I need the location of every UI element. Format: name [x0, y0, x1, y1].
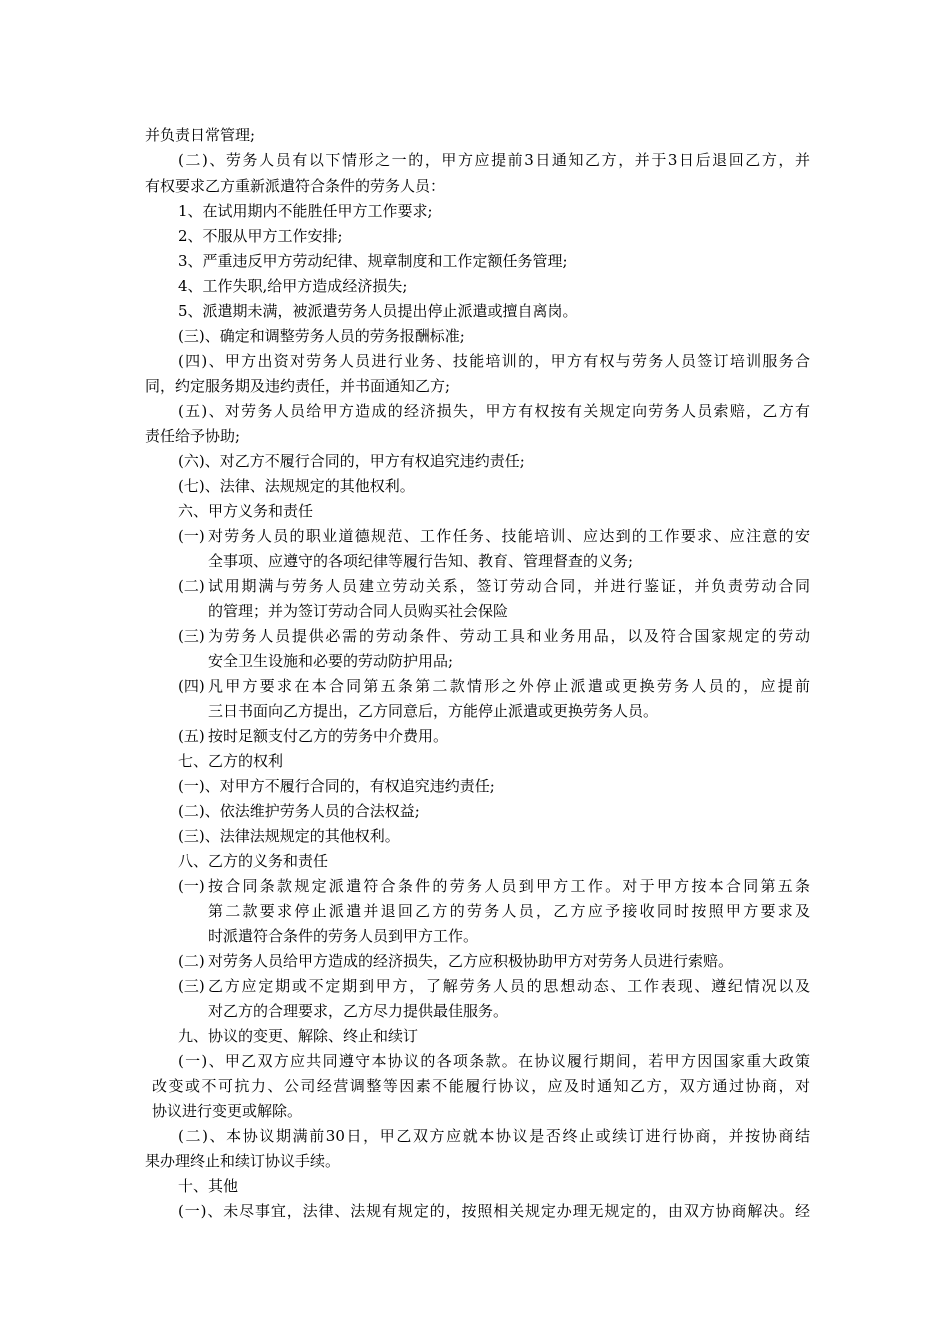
text-line: 责任给予协助;	[145, 427, 241, 445]
item-marker: (三)	[178, 627, 205, 645]
section-heading: 七、乙方的权利	[178, 752, 284, 770]
text-line: 改变或不可抗力、公司经营调整等因素不能履行协议，应及时通知乙方，双方通过协商，对	[152, 1077, 810, 1095]
text-line: 时派遣符合条件的劳务人员到甲方工作。	[208, 927, 479, 945]
item-marker: (一)	[178, 877, 205, 895]
text-line: 有权要求乙方重新派遣符合条件的劳务人员：	[145, 177, 446, 195]
text-line: 按合同条款规定派遣符合条件的劳务人员到甲方工作。对于甲方按本合同第五条	[208, 877, 810, 895]
text-line: (四)、甲方出资对劳务人员进行业务、技能培训的，甲方有权与劳务人员签订培训服务合	[178, 352, 810, 370]
item-marker: (一)	[178, 527, 205, 545]
section-heading: 九、协议的变更、解除、终止和续订	[178, 1027, 419, 1045]
text-line: 乙方应定期或不定期到甲方，了解劳务人员的思想动态、工作表现、遵纪情况以及	[208, 977, 810, 995]
text-line: (七)、法律、法规规定的其他权利。	[178, 477, 415, 495]
item-marker: (五)	[178, 727, 205, 745]
section-heading: 六、甲方义务和责任	[178, 502, 314, 520]
text-line: (三)、法律法规规定的其他权利。	[178, 827, 400, 845]
text-line: 1、在试用期内不能胜任甲方工作要求;	[178, 202, 433, 220]
text-line: (一)、甲乙双方应共同遵守本协议的各项条款。在协议履行期间，若甲方因国家重大政策	[178, 1052, 810, 1070]
text-line: (六)、对乙方不履行合同的，甲方有权追究违约责任;	[178, 452, 525, 470]
text-line: 全事项、应遵守的各项纪律等履行告知、教育、管理督查的义务;	[208, 552, 634, 570]
text-line: (二)、依法维护劳务人员的合法权益;	[178, 802, 420, 820]
text-line: 的管理；并为签订劳动合同人员购买社会保险	[208, 602, 509, 620]
item-marker: (二)	[178, 952, 205, 970]
text-line: 4、工作失职,给甲方造成经济损失;	[178, 277, 408, 295]
text-line: 对劳务人员的职业道德规范、工作任务、技能培训、应达到的工作要求、应注意的安	[208, 527, 810, 545]
text-line: 三日书面向乙方提出，乙方同意后，方能停止派遣或更换劳务人员。	[208, 702, 659, 720]
text-line: 试用期满与劳务人员建立劳动关系，签订劳动合同，并进行鉴证，并负责劳动合同	[208, 577, 810, 595]
text-line: 凡甲方要求在本合同第五条第二款情形之外停止派遣或更换劳务人员的，应提前	[208, 677, 810, 695]
section-heading: 十、其他	[178, 1177, 239, 1195]
text-line: 同，约定服务期及违约责任，并书面通知乙方;	[145, 377, 451, 395]
text-line: (五)、对劳务人员给甲方造成的经济损失，甲方有权按有关规定向劳务人员索赔，乙方有	[178, 402, 810, 420]
text-line: 并负责日常管理;	[145, 126, 256, 144]
text-line: 果办理终止和续订协议手续。	[145, 1152, 341, 1170]
text-line: 2、不服从甲方工作安排;	[178, 227, 343, 245]
text-line: (一)、对甲方不履行合同的，有权追究违约责任;	[178, 777, 495, 795]
item-marker: (二)	[178, 577, 205, 595]
text-line: 第二款要求停止派遣并退回乙方的劳务人员，乙方应予接收同时按照甲方要求及	[208, 902, 810, 920]
text-line: 安全卫生设施和必要的劳动防护用品;	[208, 652, 454, 670]
text-line: 协议进行变更或解除。	[152, 1102, 303, 1120]
text-line: 3、严重违反甲方劳动纪律、规章制度和工作定额任务管理;	[178, 252, 568, 270]
text-line: 5、派遣期未满，被派遣劳务人员提出停止派遣或擅自离岗。	[178, 302, 578, 320]
text-line: (二)、本协议期满前30日，甲乙双方应就本协议是否终止或续订进行协商，并按协商结	[178, 1127, 810, 1145]
section-heading: 八、乙方的义务和责任	[178, 852, 329, 870]
text-line: (三)、确定和调整劳务人员的劳务报酬标准;	[178, 327, 465, 345]
text-line: 对劳务人员给甲方造成的经济损失，乙方应积极协助甲方对劳务人员进行索赔。	[208, 952, 734, 970]
text-line: (二)、劳务人员有以下情形之一的，甲方应提前3日通知乙方，并于3日后退回乙方，并	[178, 151, 810, 169]
text-line: 对乙方的合理要求，乙方尽力提供最佳服务。	[208, 1002, 509, 1020]
item-marker: (三)	[178, 977, 205, 995]
item-marker: (四)	[178, 677, 205, 695]
text-line: 按时足额支付乙方的劳务中介费用。	[208, 727, 449, 745]
text-line: 为劳务人员提供必需的劳动条件、劳动工具和业务用品，以及符合国家规定的劳动	[208, 627, 810, 645]
text-line: (一)、未尽事宜，法律、法规有规定的，按照相关规定办理无规定的，由双方协商解决。经	[178, 1202, 810, 1220]
